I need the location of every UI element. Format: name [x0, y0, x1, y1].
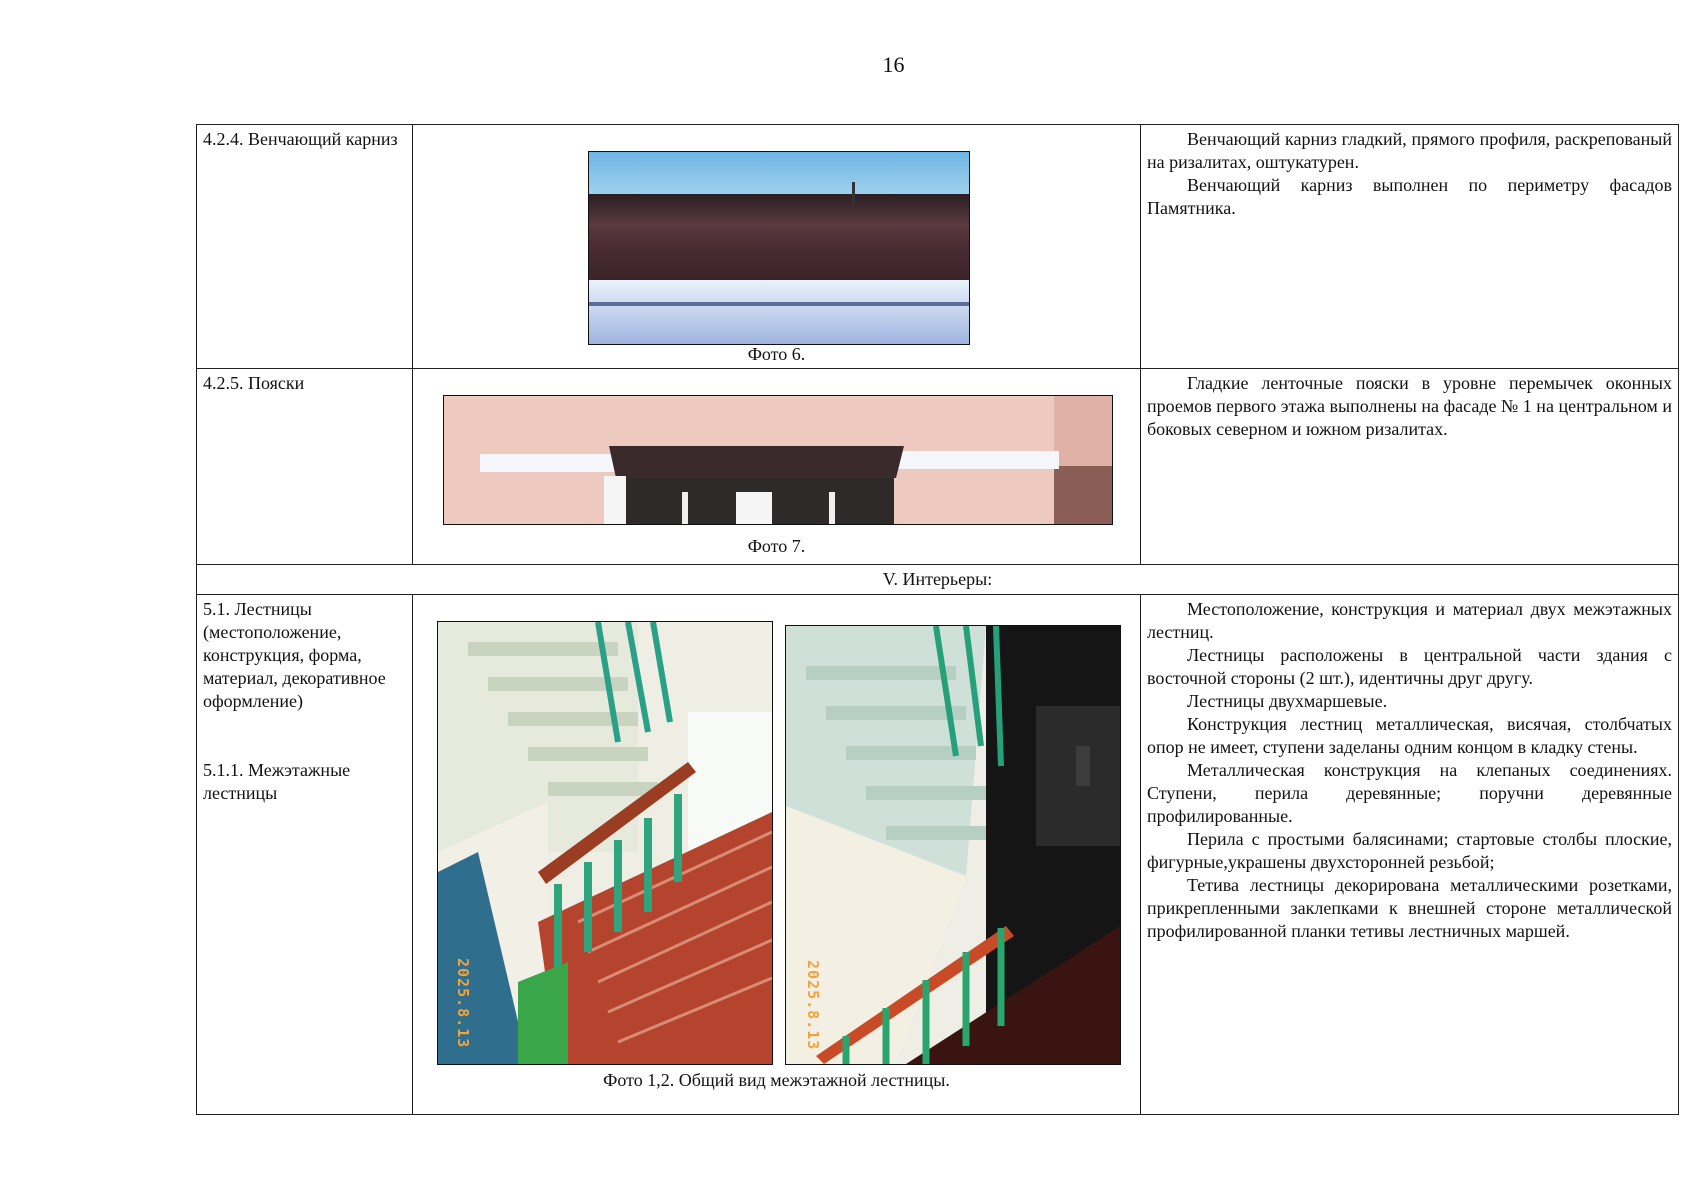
belt-photo	[443, 395, 1113, 525]
row-description	[1141, 125, 1679, 369]
section-heading: V. Интерьеры:	[197, 565, 1679, 595]
heritage-table	[196, 124, 1679, 1115]
page-number: 16	[882, 52, 905, 77]
photo-caption: Фото 7.	[747, 536, 806, 556]
row-description	[1141, 369, 1679, 565]
photo-date-stamp: 2025.8.13	[454, 958, 472, 1049]
row-label: 4.2.5. Пояски	[197, 369, 413, 565]
belt-image	[444, 396, 1112, 524]
description-paragraph: Металлическая конструкция на клепаных соединениях. Ступени, перила деревянные; поручни деревянные профилированные.	[1147, 760, 1672, 826]
stairs-image-2	[786, 626, 1120, 1064]
table-row-belts	[197, 369, 1679, 565]
photo-cell	[413, 595, 1141, 1115]
photo-cell	[413, 369, 1141, 565]
description-paragraph: Конструкция лестниц металлическая, висячая, столбчатых опор не имеет, ступени заделаны одним концом в кладку стены.	[1147, 714, 1672, 757]
description-paragraph: Перила с простыми балясинами; стартовые столбы плоские, фигурные,украшены двухсторонней резьбой;	[1147, 829, 1672, 872]
description-paragraph: Лестницы двухмаршевые.	[1187, 691, 1388, 711]
stairs-label-sub: 5.1.1. Межэтажные лестницы	[203, 760, 351, 803]
cornice-photo	[588, 151, 970, 345]
description-paragraph: Венчающий карниз выполнен по периметру фасадов Памятника.	[1147, 175, 1672, 218]
row-label	[197, 595, 413, 1115]
stairs-photo-1	[437, 621, 773, 1065]
photo-caption: Фото 6.	[747, 344, 806, 364]
table-row-cornice	[197, 125, 1679, 369]
stairs-image-1	[438, 622, 772, 1064]
photo-date-stamp: 2025.8.13	[804, 960, 822, 1051]
table-row-stairs	[197, 595, 1679, 1115]
cornice-image	[589, 152, 969, 344]
photo-cell	[413, 125, 1141, 369]
description-paragraph: Местоположение, конструкция и материал двух межэтажных лестниц.	[1147, 599, 1672, 642]
section-heading-row	[197, 565, 1679, 595]
stairs-label-main: 5.1. Лестницы (местоположение, конструкция, форма, материал, декоративное оформление)	[203, 599, 386, 711]
description-paragraph: Венчающий карниз гладкий, прямого профиля, раскрепованый на ризалитах, оштукатурен.	[1147, 129, 1672, 172]
row-description	[1141, 595, 1679, 1115]
description-paragraph: Тетива лестницы декорирована металлическими розетками, прикрепленными заклепками к внешней стороне металлической профилированной планки тетивы лестничных маршей.	[1147, 875, 1672, 941]
row-label: 4.2.4. Венчающий карниз	[197, 125, 413, 369]
photo-caption: Фото 1,2. Общий вид межэтажной лестницы.	[603, 1070, 950, 1090]
description-paragraph: Лестницы расположены в центральной части здания с восточной стороны (2 шт.), идентичны друг другу.	[1147, 645, 1672, 688]
description-paragraph: Гладкие ленточные пояски в уровне перемычек оконных проемов первого этажа выполнены на фасаде № 1 на центральном и боковых северном и южном ризалитах.	[1147, 373, 1672, 439]
stairs-photo-2	[785, 625, 1121, 1065]
